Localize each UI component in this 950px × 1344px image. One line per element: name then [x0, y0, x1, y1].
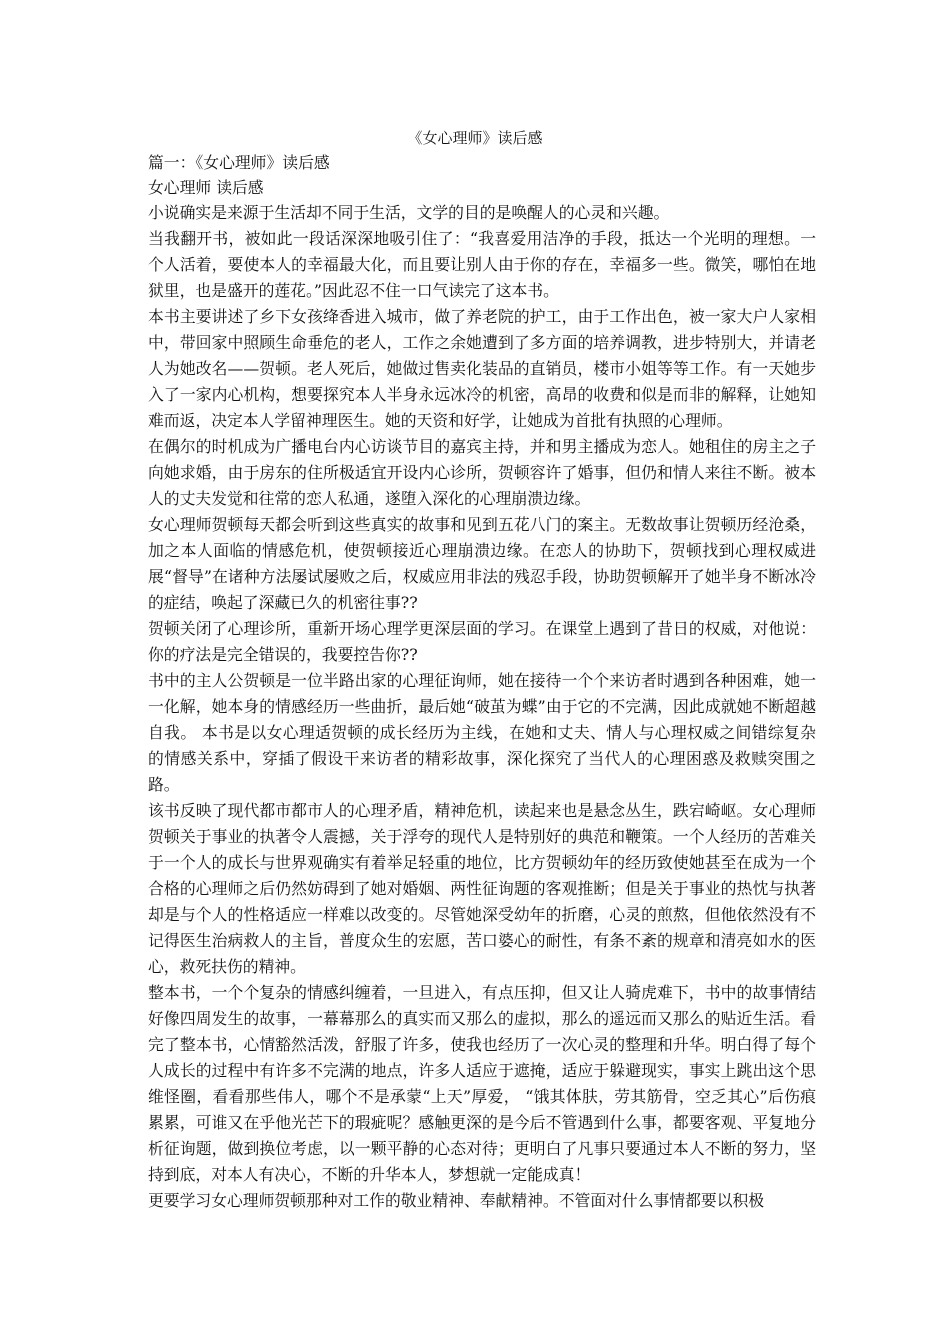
- paragraph: 更要学习女心理师贺顿那种对工作的敬业精神、奉献精神。不管面对什么事情都要以积极: [148, 1191, 765, 1210]
- paragraph: 整本书，一个个复杂的情感纠缠着，一旦进入，有点压抑，但又让人骑虎难下，书中的故事情结好像四周发生的故事，一幕幕那么的真实而又那么的虚拟，那么的遥远而又那么的贴近生活。看完了整本书，心情豁然活泼，舒服了许多，使我也经历了一次心灵的整理和升华。明白得了每个人成长的过程中有许多不完满的地点，许多人适应于遮掩，适应于躲避现实，事实上跳出这个思维怪圈，看看那些伟人，哪个不是承蒙“上天”厚爱， “饿其体肤，劳其筋骨，空乏其心”后伤痕累累，可谁又在乎他光芒下的瑕疵呢？感触更深的是今后不管遇到什么事，都要客观、平复地分析征询题，做到换位考虑，以一颗平静的心态对待；更明白了凡事只要通过本人不断的努力，坚持到底，对本人有决心，不断的升华本人，梦想就一定能成真！: [148, 983, 816, 1184]
- paragraph: 当我翻开书，被如此一段话深深地吸引住了：“我喜爱用洁净的手段，抵达一个光明的理想。一个人活着，要使本人的幸福最大化，而且要让别人由于你的存在，幸福多一些。微笑，哪怕在地狱里，也是盛开的莲花。”因此忍不住一口气读完了这本书。: [148, 229, 816, 300]
- section-heading: 篇一：《女心理师》读后感: [148, 153, 330, 172]
- paragraph: 该书反映了现代都市都市人的心理矛盾，精神危机，读起来也是悬念丛生，跌宕崎岖。女心理师贺顿关于事业的执著令人震撼，关于浮夸的现代人是特别好的典范和鞭策。一个人经历的苦难关于一个人的成长与世界观确实有着举足轻重的地位，比方贺顿幼年的经历致使她甚至在成为一个合格的心理师之后仍然妨碍到了她对婚姻、两性征询题的客观推断；但是关于事业的热忱与执著却是与个人的性格适应一样难以改变的。尽管她深受幼年的折磨，心灵的煎熬，但他依然没有不记得医生治病救人的主旨，普度众生的宏愿，苦口婆心的耐性，有条不紊的规章和清亮如水的医心，救死扶伤的精神。: [148, 801, 816, 976]
- document-title: 《女心理师》读后感: [407, 129, 543, 147]
- paragraph: 贺顿关闭了心理诊所，重新开场心理学更深层面的学习。在课堂上遇到了昔日的权威，对他说：你的疗法是完全错误的，我要控告你??: [148, 619, 816, 664]
- paragraph: 在偶尔的时机成为广播电台内心访谈节目的嘉宾主持，并和男主播成为恋人。她租住的房主之子向她求婚，由于房东的住所极适宜开设内心诊所，贺顿容许了婚事，但仍和情人来往不断。被本人的丈夫发觉和往常的恋人私通，遂堕入深化的心理崩溃边缘。: [148, 437, 816, 508]
- paragraph: 书中的主人公贺顿是一位半路出家的心理征询师，她在接待一个个来访者时遇到各种困难，她一一化解，她本身的情感经历一些曲折，最后她“破茧为蝶”由于它的不完满，因此成就她不断超越自我。 本书是以女心理适贺顿的成长经历为主线，在她和丈夫、情人与心理权威之间错综复杂的情感关系中，穿插了假设干来访者的精彩故事，深化探究了当代人的心理困惑及救赎突围之路。: [148, 671, 816, 794]
- document-body: [148, 150, 816, 1214]
- paragraph: 小说确实是来源于生活却不同于生活，文学的目的是唤醒人的心灵和兴趣。: [148, 203, 670, 222]
- paragraph: 女心理师贺顿每天都会听到这些真实的故事和见到五花八门的案主。无数故事让贺顿历经沧桑，加之本人面临的情感危机，使贺顿接近心理崩溃边缘。在恋人的协助下，贺顿找到心理权威进展“督导”在诸种方法屡试屡败之后，权威应用非法的残忍手段，协助贺顿解开了她半身不断冰冷的症结，唤起了深藏已久的机密往事??: [148, 515, 816, 612]
- subheading: 女心理师 读后感: [148, 178, 264, 197]
- paragraph: 本书主要讲述了乡下女孩绛香进入城市，做了养老院的护工，由于工作出色，被一家大户人家相中，带回家中照顾生命垂危的老人，工作之余她遭到了多方面的培养调教，进步特别大，并请老人为她改名——贺顿。老人死后，她做过售卖化装品的直销员，楼市小姐等等工作。有一天她步入了一家内心机构，想要探究本人半身永远冰冷的机密，高昂的收费和似是而非的解释，让她知难而返，决定本人学留神理医生。她的天资和好学，让她成为首批有执照的心理师。: [148, 307, 816, 430]
